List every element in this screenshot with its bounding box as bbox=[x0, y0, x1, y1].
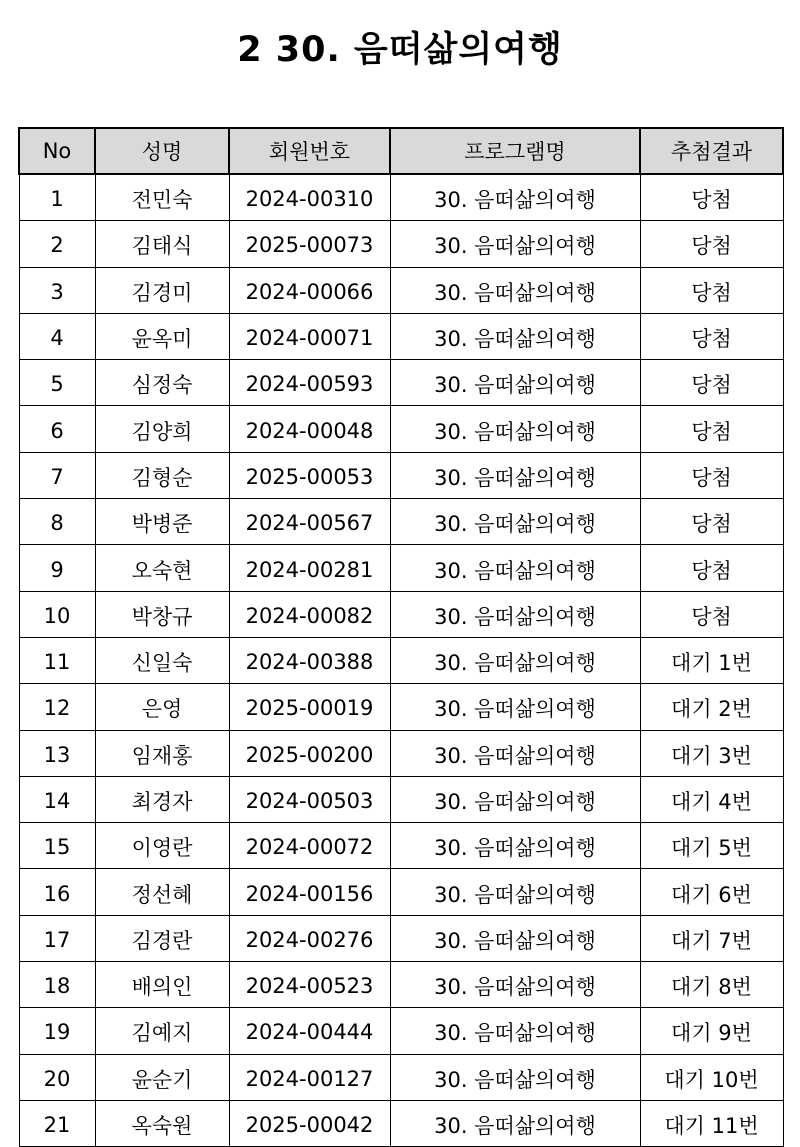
cell-program: 30. 음떠삶의여행 bbox=[390, 499, 640, 545]
cell-program: 30. 음떠삶의여행 bbox=[390, 591, 640, 637]
cell-member-id: 2025-00019 bbox=[229, 684, 390, 730]
cell-program: 30. 음떠삶의여행 bbox=[390, 1054, 640, 1100]
cell-result: 당첨 bbox=[640, 499, 783, 545]
cell-result: 당첨 bbox=[640, 267, 783, 313]
cell-program: 30. 음떠삶의여행 bbox=[390, 313, 640, 359]
cell-member-id: 2024-00082 bbox=[229, 591, 390, 637]
cell-member-id: 2024-00156 bbox=[229, 869, 390, 915]
cell-name: 김형순 bbox=[95, 452, 229, 498]
cell-result: 당첨 bbox=[640, 452, 783, 498]
cell-no: 5 bbox=[19, 360, 95, 406]
table-row bbox=[19, 545, 783, 591]
cell-program: 30. 음떠삶의여행 bbox=[390, 360, 640, 406]
table-row bbox=[19, 1054, 783, 1100]
table-row bbox=[19, 406, 783, 452]
cell-name: 최경자 bbox=[95, 776, 229, 822]
cell-program: 30. 음떠삶의여행 bbox=[390, 1100, 640, 1146]
cell-member-id: 2024-00276 bbox=[229, 915, 390, 961]
lottery-result-table bbox=[18, 127, 784, 1147]
cell-no: 12 bbox=[19, 684, 95, 730]
cell-program: 30. 음떠삶의여행 bbox=[390, 730, 640, 776]
table-row bbox=[19, 776, 783, 822]
table-row bbox=[19, 174, 783, 221]
cell-member-id: 2024-00072 bbox=[229, 823, 390, 869]
cell-result: 당첨 bbox=[640, 545, 783, 591]
cell-result: 대기 8번 bbox=[640, 962, 783, 1008]
cell-member-id: 2024-00444 bbox=[229, 1008, 390, 1054]
table-row bbox=[19, 1008, 783, 1054]
cell-member-id: 2025-00042 bbox=[229, 1100, 390, 1146]
cell-program: 30. 음떠삶의여행 bbox=[390, 869, 640, 915]
cell-program: 30. 음떠삶의여행 bbox=[390, 406, 640, 452]
table-row bbox=[19, 221, 783, 267]
cell-no: 14 bbox=[19, 776, 95, 822]
cell-name: 전민숙 bbox=[95, 174, 229, 221]
cell-no: 11 bbox=[19, 637, 95, 683]
cell-name: 김예지 bbox=[95, 1008, 229, 1054]
cell-result: 대기 10번 bbox=[640, 1054, 783, 1100]
cell-member-id: 2024-00281 bbox=[229, 545, 390, 591]
cell-no: 16 bbox=[19, 869, 95, 915]
cell-name: 배의인 bbox=[95, 962, 229, 1008]
cell-result: 당첨 bbox=[640, 313, 783, 359]
cell-name: 윤순기 bbox=[95, 1054, 229, 1100]
cell-name: 은영 bbox=[95, 684, 229, 730]
table-row bbox=[19, 360, 783, 406]
table-row bbox=[19, 637, 783, 683]
cell-member-id: 2024-00071 bbox=[229, 313, 390, 359]
table-row bbox=[19, 730, 783, 776]
cell-member-id: 2024-00388 bbox=[229, 637, 390, 683]
cell-result: 대기 2번 bbox=[640, 684, 783, 730]
cell-name: 이영란 bbox=[95, 823, 229, 869]
cell-result: 대기 1번 bbox=[640, 637, 783, 683]
table-row bbox=[19, 267, 783, 313]
cell-result: 당첨 bbox=[640, 174, 783, 221]
cell-name: 김태식 bbox=[95, 221, 229, 267]
cell-program: 30. 음떠삶의여행 bbox=[390, 962, 640, 1008]
table-row bbox=[19, 823, 783, 869]
cell-member-id: 2025-00073 bbox=[229, 221, 390, 267]
table-row bbox=[19, 684, 783, 730]
cell-member-id: 2024-00567 bbox=[229, 499, 390, 545]
cell-name: 옥숙원 bbox=[95, 1100, 229, 1146]
cell-result: 당첨 bbox=[640, 406, 783, 452]
cell-result: 대기 9번 bbox=[640, 1008, 783, 1054]
cell-result: 대기 4번 bbox=[640, 776, 783, 822]
table-row bbox=[19, 915, 783, 961]
cell-name: 박병준 bbox=[95, 499, 229, 545]
cell-no: 21 bbox=[19, 1100, 95, 1146]
cell-no: 15 bbox=[19, 823, 95, 869]
table-row bbox=[19, 591, 783, 637]
cell-result: 대기 6번 bbox=[640, 869, 783, 915]
cell-result: 대기 11번 bbox=[640, 1100, 783, 1146]
cell-member-id: 2024-00048 bbox=[229, 406, 390, 452]
cell-member-id: 2024-00127 bbox=[229, 1054, 390, 1100]
table-row bbox=[19, 313, 783, 359]
cell-program: 30. 음떠삶의여행 bbox=[390, 267, 640, 313]
cell-name: 오숙현 bbox=[95, 545, 229, 591]
cell-no: 8 bbox=[19, 499, 95, 545]
cell-program: 30. 음떠삶의여행 bbox=[390, 684, 640, 730]
cell-member-id: 2025-00200 bbox=[229, 730, 390, 776]
cell-member-id: 2024-00503 bbox=[229, 776, 390, 822]
cell-name: 윤옥미 bbox=[95, 313, 229, 359]
cell-no: 4 bbox=[19, 313, 95, 359]
table-body bbox=[19, 174, 783, 1147]
cell-no: 9 bbox=[19, 545, 95, 591]
cell-name: 신일숙 bbox=[95, 637, 229, 683]
cell-no: 18 bbox=[19, 962, 95, 1008]
table-row bbox=[19, 1100, 783, 1146]
cell-program: 30. 음떠삶의여행 bbox=[390, 221, 640, 267]
cell-result: 당첨 bbox=[640, 360, 783, 406]
table-row bbox=[19, 869, 783, 915]
header-member-id: 회원번호 bbox=[229, 128, 390, 174]
cell-result: 대기 7번 bbox=[640, 915, 783, 961]
header-program: 프로그램명 bbox=[390, 128, 640, 174]
cell-no: 10 bbox=[19, 591, 95, 637]
cell-result: 당첨 bbox=[640, 221, 783, 267]
cell-program: 30. 음떠삶의여행 bbox=[390, 776, 640, 822]
table-header bbox=[19, 128, 783, 174]
cell-no: 6 bbox=[19, 406, 95, 452]
cell-program: 30. 음떠삶의여행 bbox=[390, 174, 640, 221]
cell-name: 정선혜 bbox=[95, 869, 229, 915]
header-row bbox=[19, 128, 783, 174]
cell-program: 30. 음떠삶의여행 bbox=[390, 452, 640, 498]
cell-no: 1 bbox=[19, 174, 95, 221]
cell-program: 30. 음떠삶의여행 bbox=[390, 637, 640, 683]
cell-name: 김경란 bbox=[95, 915, 229, 961]
table-row bbox=[19, 962, 783, 1008]
cell-member-id: 2024-00593 bbox=[229, 360, 390, 406]
cell-name: 임재홍 bbox=[95, 730, 229, 776]
cell-no: 7 bbox=[19, 452, 95, 498]
cell-name: 심정숙 bbox=[95, 360, 229, 406]
cell-result: 대기 3번 bbox=[640, 730, 783, 776]
cell-result: 당첨 bbox=[640, 591, 783, 637]
header-name: 성명 bbox=[95, 128, 229, 174]
cell-program: 30. 음떠삶의여행 bbox=[390, 915, 640, 961]
cell-no: 13 bbox=[19, 730, 95, 776]
cell-program: 30. 음떠삶의여행 bbox=[390, 1008, 640, 1054]
cell-member-id: 2024-00066 bbox=[229, 267, 390, 313]
cell-program: 30. 음떠삶의여행 bbox=[390, 545, 640, 591]
cell-member-id: 2024-00523 bbox=[229, 962, 390, 1008]
cell-no: 17 bbox=[19, 915, 95, 961]
cell-name: 김양희 bbox=[95, 406, 229, 452]
cell-name: 박창규 bbox=[95, 591, 229, 637]
cell-no: 2 bbox=[19, 221, 95, 267]
cell-program: 30. 음떠삶의여행 bbox=[390, 823, 640, 869]
table-row bbox=[19, 499, 783, 545]
cell-no: 20 bbox=[19, 1054, 95, 1100]
cell-no: 19 bbox=[19, 1008, 95, 1054]
page-title: 2 30. 음떠삶의여행 bbox=[237, 30, 563, 70]
header-result: 추첨결과 bbox=[640, 128, 783, 174]
cell-member-id: 2024-00310 bbox=[229, 174, 390, 221]
header-no: No bbox=[19, 128, 95, 174]
cell-name: 김경미 bbox=[95, 267, 229, 313]
table-row bbox=[19, 452, 783, 498]
cell-result: 대기 5번 bbox=[640, 823, 783, 869]
cell-no: 3 bbox=[19, 267, 95, 313]
cell-member-id: 2025-00053 bbox=[229, 452, 390, 498]
